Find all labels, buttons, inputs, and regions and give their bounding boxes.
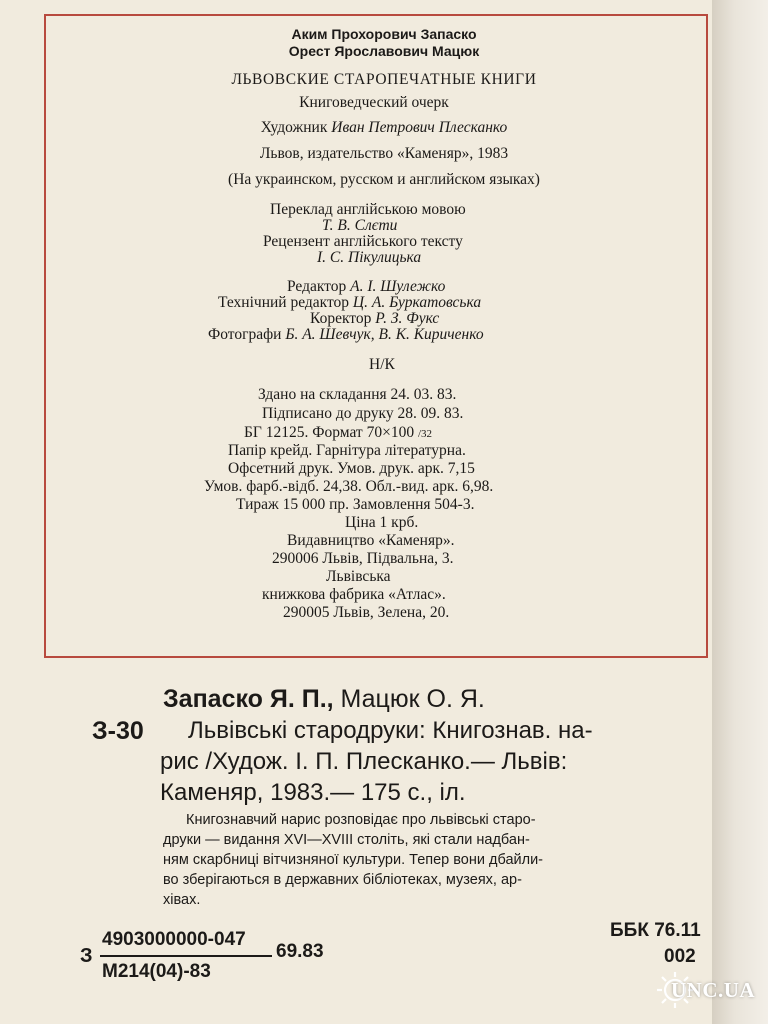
catalog-line-3: Каменяр, 1983.— 175 с., іл.	[160, 779, 466, 806]
watermark-text: UNC.UA	[671, 978, 756, 1002]
book-title: ЛЬВОВСКИЕ СТАРОПЕЧАТНЫЕ КНИГИ	[231, 71, 537, 88]
catalog-authors-bold: Запаско Я. П.,	[163, 685, 334, 713]
print-line: Офсетний друк. Умов. друк. арк. 7,15	[228, 460, 475, 477]
author-2: Орест Ярославович Мацюк	[288, 43, 480, 59]
format-suffix: /32	[417, 428, 433, 440]
tech-editor-label: Технічний редактор	[218, 294, 350, 311]
publisher-line: Львов, издательство «Каменяр», 1983	[259, 145, 509, 162]
translation-label: Переклад англійською мовою	[270, 201, 466, 218]
catalog-code: З-30	[92, 717, 144, 745]
annotation-line-1: Книгознавчий нарис розповідає про львівські старо-	[186, 812, 536, 828]
format-main: БГ 12125. Формат 70×100	[244, 424, 415, 441]
annotation-line-4: во зберігаються в державних бібліотеках, музеях, ар-	[163, 872, 522, 888]
photographers-label: Фотографи	[208, 326, 282, 343]
reviewer-text: І. С. Пікулицька	[317, 249, 422, 266]
publisher-name: Видавництво «Каменяр».	[287, 532, 455, 549]
bbk-number: 002	[664, 946, 696, 967]
reviewer-label: Рецензент англійського тексту	[263, 233, 463, 250]
sheets-line: Умов. фарб.-відб. 24,38. Обл.-вид. арк. 6,98.	[204, 478, 494, 495]
author-1: Аким Прохорович Запаско	[291, 26, 477, 42]
submitted-date: Здано на складання 24. 03. 83.	[258, 386, 457, 403]
editor-name: А. І. Шулежко	[350, 278, 446, 295]
isbn-price: 69.83	[276, 941, 324, 962]
translator-text: Т. В. Слєти	[322, 217, 398, 234]
annotation-line-3: ням скарбниці вітчизняної культури. Тепер вони дбайли-	[163, 852, 543, 868]
catalog-authors-rest: Мацюк О. Я.	[333, 685, 485, 713]
watermark	[655, 968, 761, 1012]
catalog-line-2: рис /Худож. І. П. Плесканко.— Львів:	[160, 748, 568, 775]
publisher-address: 290006 Львів, Підвальна, 3.	[272, 550, 454, 567]
factory-address: 290005 Львів, Зелена, 20.	[283, 604, 450, 621]
reviewer-name	[317, 249, 421, 267]
book-subtitle: Книговедческий очерк	[299, 94, 449, 111]
artist-label: Художник	[260, 119, 328, 136]
languages-note: (На украинском, русском и английском языках)	[228, 171, 540, 188]
bbk-code: ББК 76.11	[610, 920, 701, 941]
catalog-authors	[163, 685, 485, 714]
proofreader-name: Р. З. Фукс	[375, 310, 440, 327]
signed-date: Підписано до друку 28. 09. 83.	[262, 405, 464, 422]
price-line: Ціна 1 крб.	[345, 514, 419, 531]
isbn-denominator: М214(04)-83	[102, 961, 211, 982]
artist-name: Иван Петрович Плесканко	[331, 119, 508, 136]
editor-label: Редактор	[287, 278, 347, 295]
isbn-letter: З	[80, 945, 93, 967]
annotation-line-2: друки — видання XVI—XVIII століть, які стали надбан-	[163, 832, 530, 848]
factory-line-1: Львівська	[326, 568, 391, 585]
catalog-line-1: Львівські стародруки: Книгознав. на-	[188, 717, 593, 744]
tech-editor-name: Ц. А. Буркатовська	[352, 294, 482, 311]
photographers-names: Б. А. Шевчук, В. К. Кириченко	[285, 326, 484, 343]
format-line	[244, 424, 432, 443]
photographers-line	[208, 326, 484, 344]
paper-line: Папір крейд. Гарнітура літературна.	[228, 442, 466, 459]
annotation-line-5: хівах.	[163, 892, 201, 908]
proofreader-label: Коректор	[310, 310, 372, 327]
nk-mark: Н/К	[369, 356, 395, 373]
isbn-fraction-bar	[100, 955, 272, 957]
isbn-numerator: 4903000000-047	[102, 929, 246, 950]
factory-line-2: книжкова фабрика «Атлас».	[262, 586, 446, 603]
run-line: Тираж 15 000 пр. Замовлення 504-3.	[236, 496, 475, 513]
artist-line	[0, 119, 768, 137]
